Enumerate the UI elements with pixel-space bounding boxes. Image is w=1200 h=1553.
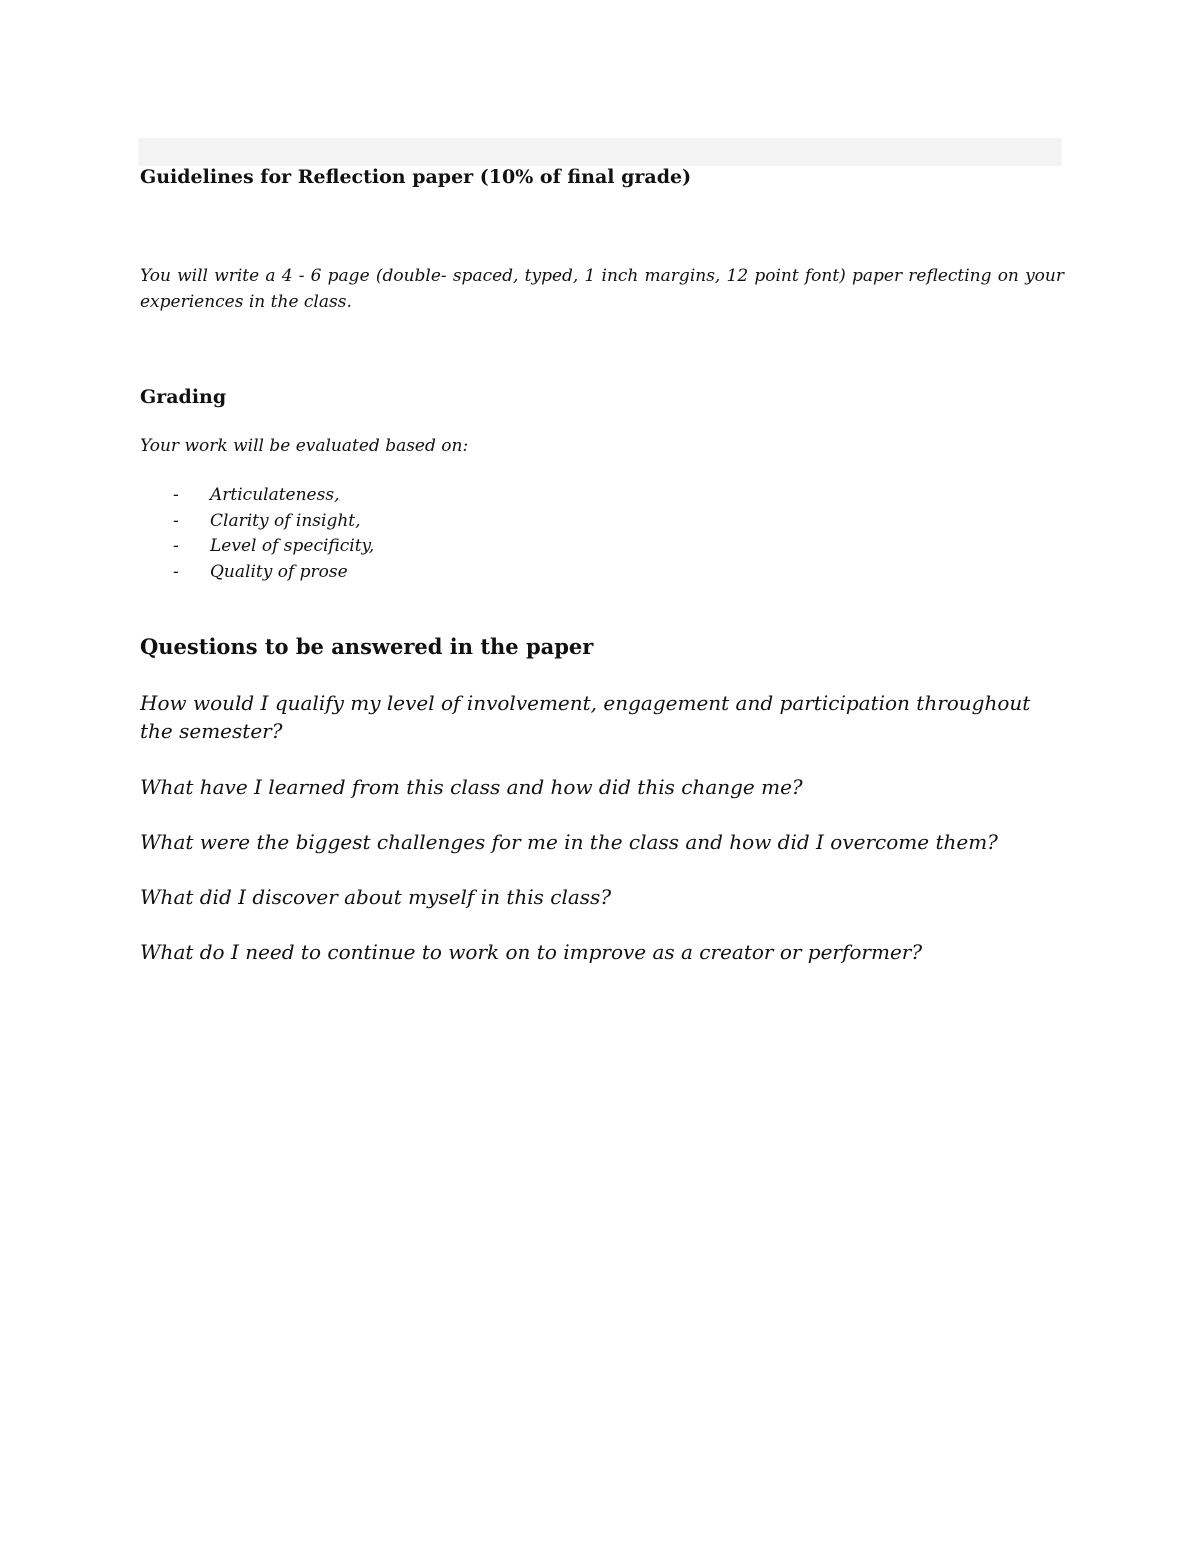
bullet-dash: - bbox=[173, 536, 179, 556]
question-item: What were the biggest challenges for me in the class and how did I overcome them? bbox=[140, 830, 998, 854]
bullet-dash: - bbox=[173, 485, 179, 505]
bullet-dash: - bbox=[173, 561, 179, 582]
bullet-dash: - bbox=[173, 510, 179, 531]
criteria-item-text: Level of specificity, bbox=[210, 536, 375, 556]
question-item: What have I learned from this class and how did this change me? bbox=[140, 775, 803, 799]
header-band bbox=[138, 138, 1062, 166]
grading-heading: Grading bbox=[140, 386, 227, 408]
questions-heading: Questions to be answered in the paper bbox=[140, 634, 594, 659]
criteria-item-text: Clarity of insight, bbox=[210, 510, 361, 531]
document-title: Guidelines for Reflection paper (10% of final grade) bbox=[140, 166, 692, 188]
question-item: What did I discover about myself in this class? bbox=[140, 885, 612, 909]
question-item: What do I need to continue to work on to improve as a creator or performer? bbox=[140, 940, 923, 964]
intro-paragraph: You will write a 4 - 6 page (double- spaced, typed, 1 inch margins, 12 point font) paper reflecting on your experiences in the class. bbox=[140, 266, 1064, 312]
grading-intro: Your work will be evaluated based on: bbox=[140, 436, 469, 456]
criteria-item-text: Quality of prose bbox=[210, 561, 348, 582]
question-item: How would I qualify my level of involvement, engagement and participation throughout the semester? bbox=[140, 691, 1031, 743]
criteria-item-text: Articulateness, bbox=[210, 485, 340, 505]
